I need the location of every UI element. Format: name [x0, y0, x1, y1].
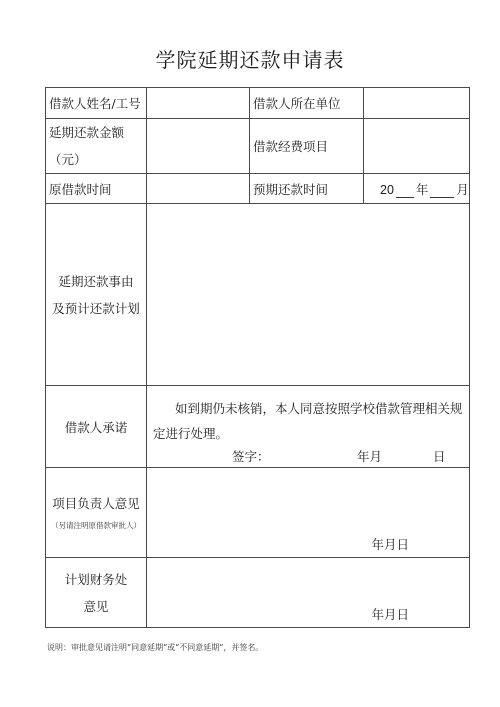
expected-time-field[interactable]: [364, 174, 470, 204]
reason-label: [46, 204, 147, 386]
project-label: 借款经费项目: [250, 119, 364, 174]
borrower-unit-label: 借款人所在单位: [250, 88, 364, 119]
borrower-unit-field[interactable]: [364, 88, 470, 119]
project-field[interactable]: [364, 119, 470, 174]
borrower-name-label: 借款人姓名/工号: [46, 88, 147, 119]
row-borrower: [46, 88, 470, 119]
finance-label-cell: [46, 558, 147, 628]
borrower-name-field[interactable]: [147, 88, 250, 119]
expected-time-label: 预期还款时间: [250, 174, 364, 204]
row-promise: [46, 386, 470, 468]
finance-label-line1: 计划财务处: [64, 571, 128, 587]
year-blank: [396, 196, 414, 198]
page-title: 学院延期还款申请表: [155, 48, 345, 72]
application-form-table: [45, 87, 470, 628]
month-blank: [430, 196, 454, 198]
row-finance: [46, 558, 470, 628]
promise-text: 如到期仍未核销，本人同意按照学校借款管理相关规定进行处理。: [153, 401, 463, 441]
original-time-label: 原借款时间: [46, 174, 147, 204]
amount-field[interactable]: [147, 119, 250, 174]
row-manager: [46, 468, 470, 558]
row-reason: [46, 204, 470, 386]
reason-field[interactable]: [147, 204, 470, 386]
promise-label: 借款人承诺: [46, 386, 147, 468]
reason-label-line1: 延期还款事由: [58, 273, 134, 289]
original-time-field[interactable]: [147, 174, 250, 204]
manager-sublabel: （另请注明原借款审批人）: [51, 521, 141, 530]
reason-label-line2: 及预计还款计划: [52, 300, 140, 316]
finance-opinion-field[interactable]: [147, 558, 470, 628]
row-amount: [46, 119, 470, 174]
manager-date: 年月日: [371, 537, 409, 552]
promise-cell: [147, 386, 470, 468]
amount-label-line1: 延期还款金额: [49, 125, 125, 140]
promise-date-year-month: 年月: [357, 449, 383, 464]
finance-date: 年月日: [371, 607, 409, 622]
amount-label-line2: （元）: [49, 152, 87, 167]
amount-label: [46, 119, 147, 174]
promise-signature-line: [147, 447, 469, 463]
finance-label-line2: 意见: [83, 598, 109, 614]
manager-label: 项目负责人意见: [52, 496, 140, 511]
expected-month-char: 月: [456, 181, 469, 197]
footnote: 说明：审批意见请注明“同意延期”或“不同意延期”，并签名。: [47, 643, 264, 652]
expected-year-char: 年: [415, 181, 429, 197]
manager-opinion-field[interactable]: [147, 468, 470, 558]
manager-label-cell: [46, 468, 147, 558]
expected-time-prefix: 20: [380, 182, 394, 197]
promise-date-day: 日: [433, 449, 446, 464]
signature-label: 签字：: [232, 449, 270, 464]
row-times: [46, 174, 470, 204]
